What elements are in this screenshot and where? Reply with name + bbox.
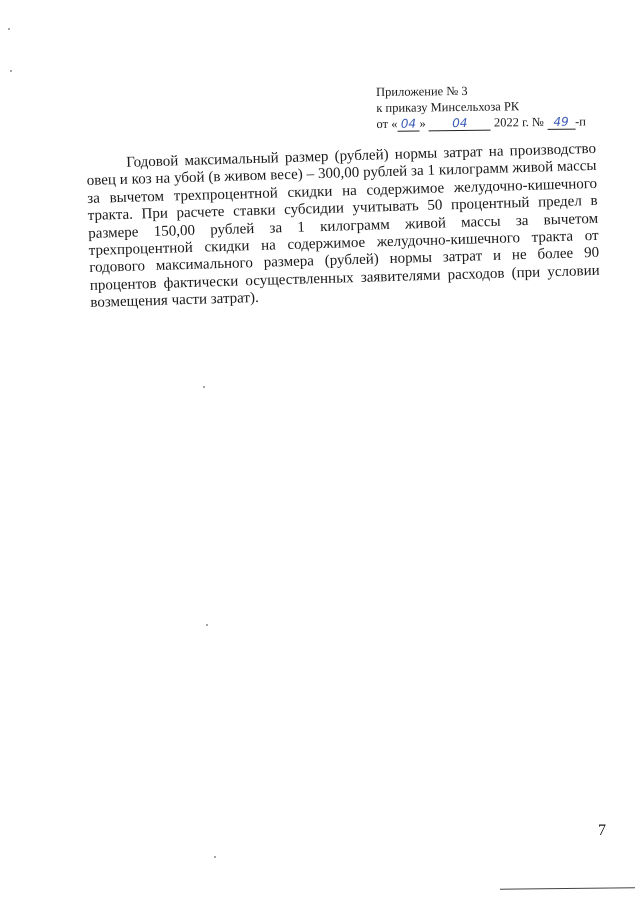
appendix-number: Приложение № 3 <box>376 83 468 99</box>
appendix-header <box>376 81 617 132</box>
year-and-number-label: 2022 г. № <box>493 114 545 130</box>
handwritten-day: 04 <box>397 117 419 131</box>
main-paragraph: Годовой максимальный размер (рублей) нормы затрат на производство овец и коз на убой (в живом весе) – 300,00 рублей за 1 килограмм живой массы за вычетом трехпроцентной скидки на содержимое желудочно-кишечного тракта. При расчете ставки субсидии учитывать 50 процентный предел в размере 150,00 рублей за 1 килограмм живой массы за вычетом трехпроцентной скидки на содержимое желудочно-кишечного тракта от годового максимального размера (рублей) нормы затрат и не более 90 процентов фактически осуществленных заявителями расходов (при условии возмещения части затрат). <box>86 140 600 312</box>
date-prefix: от « <box>376 116 398 131</box>
scan-speck <box>203 386 205 388</box>
scan-speck <box>8 28 10 30</box>
scan-speck <box>214 856 216 858</box>
page-number: 7 <box>598 822 606 839</box>
order-reference: к приказу Минсельхоза РК <box>376 99 520 115</box>
handwritten-month: 04 <box>429 117 491 132</box>
scan-speck <box>206 624 208 626</box>
date-quote-close: » <box>419 116 426 131</box>
bottom-rule <box>500 887 635 889</box>
scan-speck <box>10 70 12 72</box>
order-number-suffix: -п <box>574 114 587 129</box>
order-date-line <box>376 113 616 132</box>
handwritten-order-number: 49 <box>547 116 575 130</box>
